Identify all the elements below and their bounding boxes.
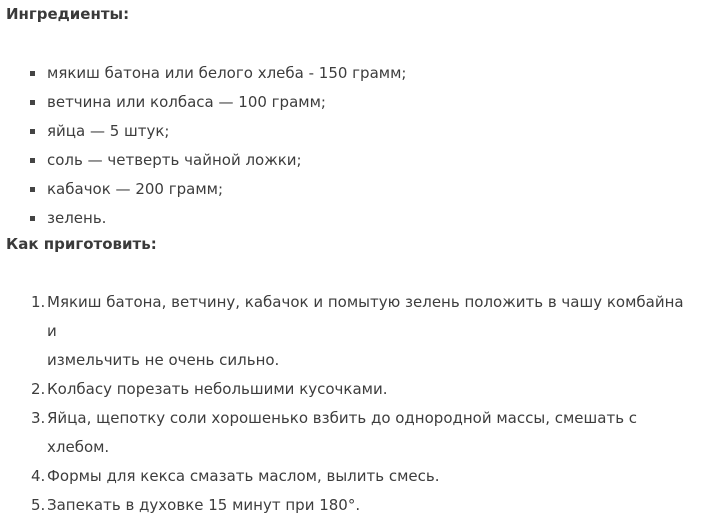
bullet-icon [30,71,35,76]
bullet-icon [30,187,35,192]
step-text: Мякиш батона, ветчину, кабачок и помытую зелень положить в чашу комбайна и [47,293,684,340]
ingredients-heading: Ингредиенты: [6,5,130,23]
ingredient-item [0,176,406,205]
ingredient-text: яйца — 5 штук; [47,122,170,140]
step-text: Яйца, щепотку соли хорошенько взбить до однородной массы, смешать с хлебом. [47,409,638,456]
ingredient-item [0,118,406,147]
step-item [0,462,700,491]
ingredient-text: ветчина или колбаса — 100 грамм; [47,93,326,111]
step-text-continued: измельчить не очень сильно. [47,351,280,369]
ingredient-item [0,205,406,234]
ingredient-text: соль — четверть чайной ложки; [47,151,302,169]
ingredient-text: мякиш батона или белого хлеба - 150 грамм; [47,64,407,82]
step-item [0,404,700,462]
step-number: 4. [31,467,46,485]
bullet-icon [30,158,35,163]
method-heading: Как приготовить: [6,235,157,253]
step-item [0,375,700,404]
ingredients-list [0,60,406,234]
ingredient-item [0,89,406,118]
bullet-icon [30,100,35,105]
ingredient-text: кабачок — 200 грамм; [47,180,224,198]
step-text: Формы для кекса смазать маслом, вылить смесь. [47,467,440,485]
bullet-icon [30,216,35,221]
step-number: 2. [31,380,46,398]
step-item [0,491,700,520]
step-item [0,288,700,375]
step-number: 1. [31,293,46,311]
ingredient-item [0,147,406,176]
step-number: 3. [31,409,46,427]
step-text: Колбасу порезать небольшими кусочками. [47,380,388,398]
bullet-icon [30,129,35,134]
ingredient-text: зелень. [47,209,107,227]
steps-list [0,288,700,520]
ingredient-item [0,60,406,89]
step-text: Запекать в духовке 15 минут при 180°. [47,496,361,514]
step-number: 5. [31,496,46,514]
